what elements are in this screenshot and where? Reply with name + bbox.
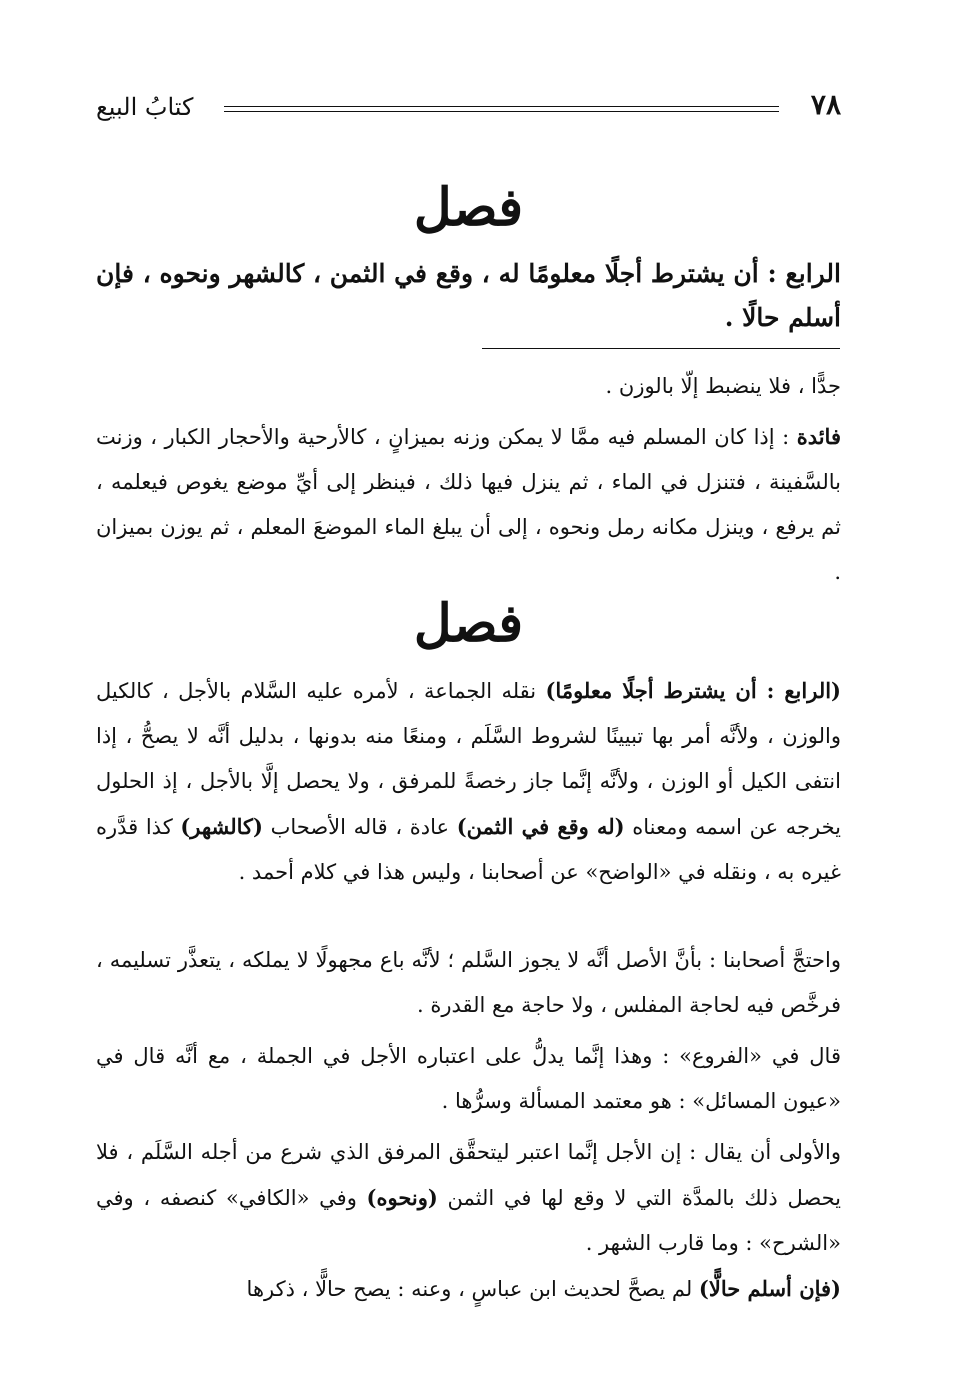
- quoted-term: (كالشهر): [180, 814, 263, 839]
- fawaid-paragraph: [96, 414, 841, 595]
- page-number: ٧٨: [810, 88, 841, 121]
- fawaid-text: : إذا كان المسلم فيه ممَّا لا يمكن وزنه بميزانٍ ، كالأرحية والأحجار الكبار ، وزنت بالسَّفينة ، فتنزل في الماء ، ثم ينزل فيها ذلك ، فينظر إلى أيِّ موضع يغوص فيعلمه ، ثم يرفع ، وينزل مكانه رمل ونحوه ، إلى أن يبلغ الماء الموضعَ المعلم ، ثم يوزن بميزان .: [96, 425, 841, 584]
- page-header: [96, 88, 841, 128]
- fawaid-block: [96, 414, 841, 595]
- matn-text: [96, 252, 841, 340]
- quoted-term: (فإن أسلم حالًّا): [698, 1276, 841, 1301]
- sharh-paragraph-4: [96, 1130, 841, 1266]
- quoted-term: (ونحوه): [366, 1185, 438, 1210]
- section-heading: فصل: [413, 177, 524, 238]
- sharh-text: عادة ، قاله الأصحاب: [263, 815, 457, 839]
- header-rule: [224, 106, 779, 107]
- sharh-paragraph-2: [96, 938, 841, 1028]
- sharh-paragraph-3: [96, 1034, 841, 1124]
- sharh-paragraph-5: [96, 1266, 841, 1312]
- commentary-top: [96, 364, 841, 409]
- header-rule-secondary: [224, 111, 779, 112]
- book-title: كتابُ البيع: [96, 93, 194, 121]
- sharh-text: لم يصحَّ لحديث ابن عباسٍ ، وعنه : يصح حالًّا ، ذكرها: [246, 1277, 699, 1301]
- section-heading-2: فصل: [413, 593, 524, 654]
- continuation-paragraph: جدًّا ، فلا ينضبط إلّا بالوزن .: [605, 374, 841, 398]
- sharh-text: والأولى أن يقال : إن الأجل إنَّما اعتبر ليتحقَّق المرفق الذي شرع من أجله السَّلَم ، فلا يحصل ذلك بالمدَّة التي لا وقع لها في الثمن: [96, 1140, 841, 1210]
- sharh-text: نقله الجماعة ، لأمره عليه السَّلام بالأجل ، كالكيل والوزن ، ولأنَّه أمر بها تبيينًا لشروط السَّلَم ، ومنعًا منه بدونها ، بدليل أنَّه لا يصحُّ ، إذا انتفى الكيل أو الوزن ، ولأنَّه إنَّما جاز رخصةً للمرفق ، ولا يحصل إلَّا بالأجل ، إذ الحلول يخرجه عن اسمه ومعناه: [96, 679, 841, 839]
- sharh-paragraph-1: [96, 668, 841, 895]
- quoted-term: (له وقع في الثمن): [456, 814, 625, 839]
- sharh-text: وفي «الكافي» كنصفه ، وفي «الشرح» : وما قارب الشهر .: [96, 1186, 841, 1255]
- sharh-text: واحتجَّ أصحابنا : بأنَّ الأصل أنَّه لا يجوز السَّلم ؛ لأنَّه باع مجهولًا لا يملكه ، يتعذَّر تسليمه ، فرخَّص فيه لحاجة المفلس ، ولا حاجة مع القدرة .: [96, 948, 841, 1017]
- matn-paragraph: الرابع : أن يشترط أجلًا معلومًا له ، وقع في الثمن ، كالشهر ونحوه ، فإن أسلم حالًا .: [96, 259, 841, 332]
- sharh-text: كذا قدَّره غيره به ، ونقله في «الواضح» عن أصحابنا ، وليس هذا في كلام أحمد .: [96, 815, 841, 884]
- fawaid-label: فائدة: [796, 424, 841, 449]
- quoted-term: (الرابع : أن يشترط أجلًا معلومًا): [545, 678, 841, 703]
- matn-divider: [482, 348, 840, 349]
- sharh-text: قال في «الفروع» : وهذا إنَّما يدلُّ على اعتباره الأجل في الجملة ، مع أنَّه قال في «عيون المسائل» : هو معتمد المسألة وسرُّها .: [96, 1044, 841, 1113]
